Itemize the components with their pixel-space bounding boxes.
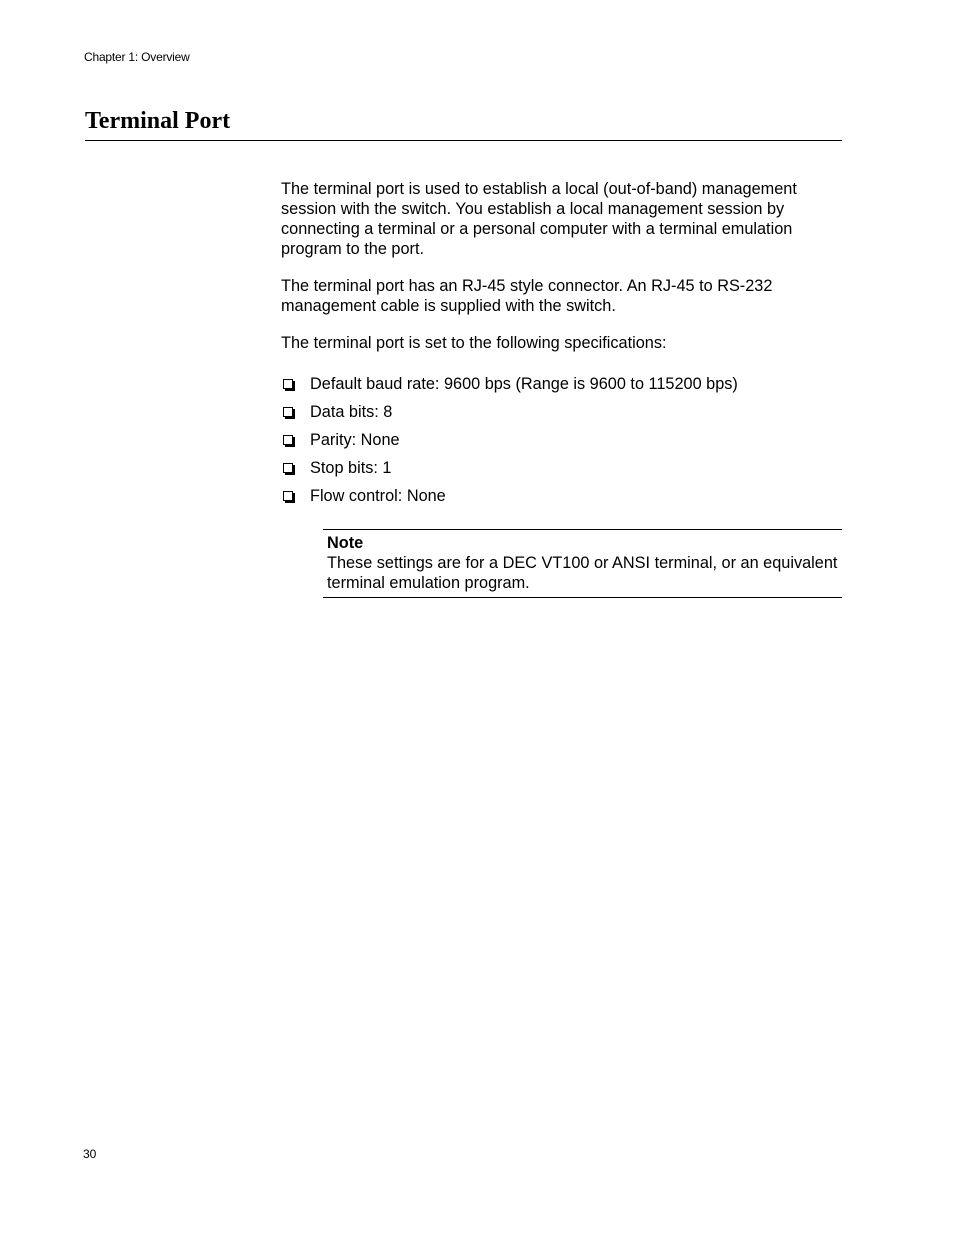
list-item xyxy=(281,486,842,514)
note-heading: Note xyxy=(327,534,364,552)
section-title: Terminal Port xyxy=(85,108,231,134)
spec-baud-rate: Default baud rate: 9600 bps (Range is 9600 to 115200 bps) xyxy=(310,375,738,393)
checkbox-square-icon xyxy=(283,435,293,445)
paragraph-specs-intro: The terminal port is set to the following specifications: xyxy=(281,334,667,352)
list-item xyxy=(281,374,842,402)
body-column xyxy=(281,179,842,514)
spec-stop-bits: Stop bits: 1 xyxy=(310,459,392,477)
title-rule xyxy=(85,140,842,141)
note-box xyxy=(323,529,842,598)
list-item xyxy=(281,458,842,486)
note-text: These settings are for a DEC VT100 or ANSI terminal, or an equivalent terminal emulation program. xyxy=(327,554,838,592)
checkbox-square-icon xyxy=(283,379,293,389)
list-item xyxy=(281,402,842,430)
running-head: Chapter 1: Overview xyxy=(84,50,190,64)
list-item xyxy=(281,430,842,458)
paragraph-purpose: The terminal port is used to establish a local (out-of-band) management session with the switch. You establish a local management session by connecting a terminal or a personal computer with a terminal emulation program to the port. xyxy=(281,180,797,258)
page-number: 30 xyxy=(83,1147,97,1161)
spec-data-bits: Data bits: 8 xyxy=(310,403,393,421)
spec-parity: Parity: None xyxy=(310,431,400,449)
checkbox-square-icon xyxy=(283,491,293,501)
checkbox-square-icon xyxy=(283,407,293,417)
paragraph-connector: The terminal port has an RJ-45 style connector. An RJ-45 to RS-232 management cable is supplied with the switch. xyxy=(281,277,773,315)
spec-flow-control: Flow control: None xyxy=(310,487,446,505)
spec-list xyxy=(281,374,842,514)
checkbox-square-icon xyxy=(283,463,293,473)
